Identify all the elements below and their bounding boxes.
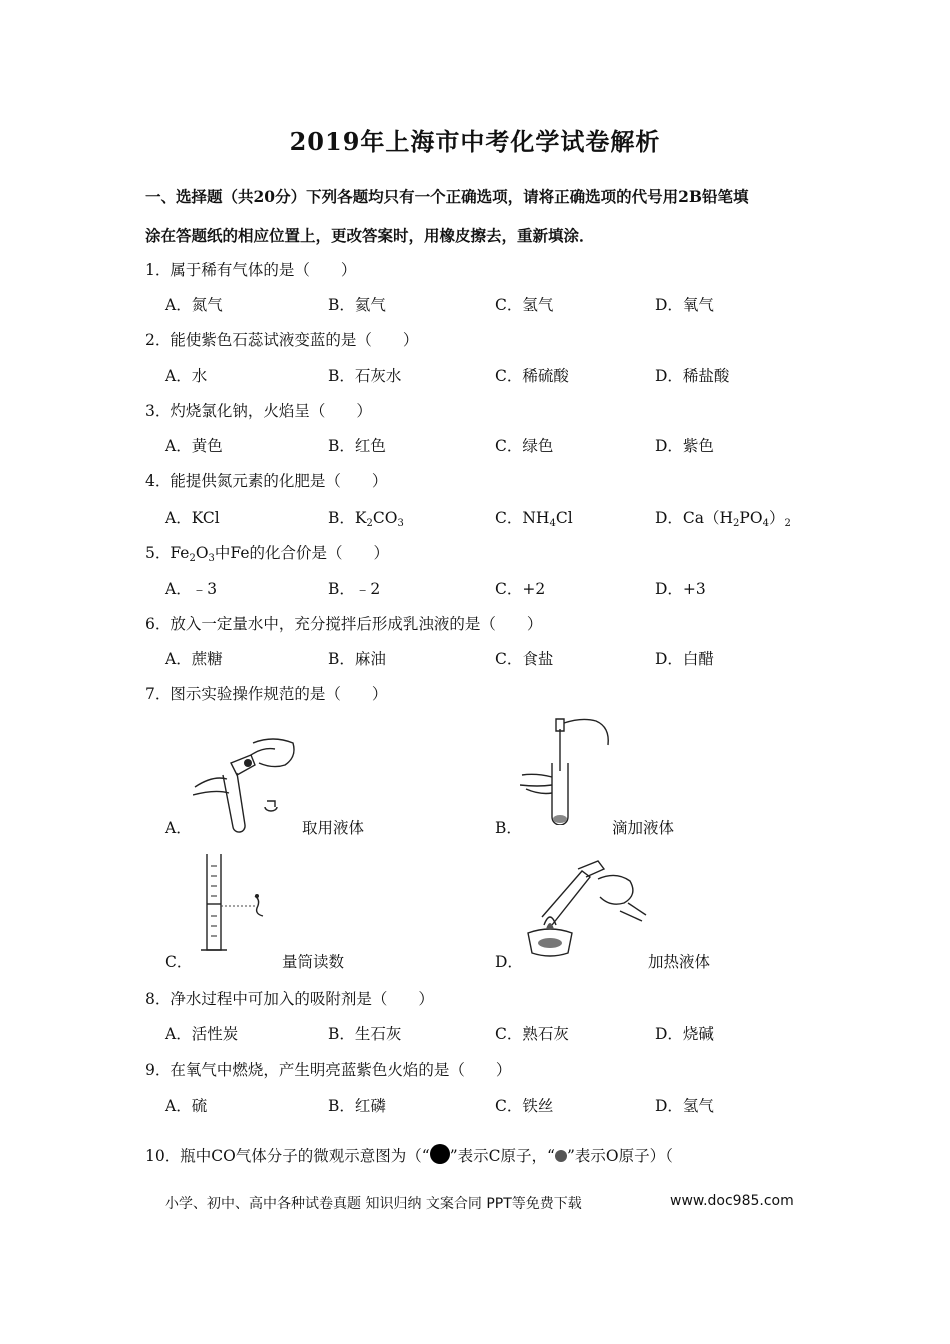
figure-c-graduated-cylinder xyxy=(195,852,285,960)
question-8-option-d: D．烧碱 xyxy=(655,1025,714,1043)
question-9-option-d: D．氢气 xyxy=(655,1097,714,1115)
question-1-stem: 1．属于稀有气体的是（ ） xyxy=(145,261,357,279)
question-7-stem: 7．图示实验操作规范的是（ ） xyxy=(145,685,388,703)
question-7-option-d-caption: 加热液体 xyxy=(648,953,711,971)
question-7-option-b-caption: 滴加液体 xyxy=(612,819,675,837)
question-7-option-a-letter: A． xyxy=(165,819,192,837)
footer-url[interactable]: www.doc985.com xyxy=(670,1193,794,1209)
question-6-option-d: D．白醋 xyxy=(655,650,714,668)
question-4-option-c: C．$NH_4Cl$ xyxy=(495,509,573,529)
question-6-stem: 6．放入一定量水中，充分搅拌后形成乳浊液的是（ ） xyxy=(145,615,543,633)
page-title: 2019年上海市中考化学试卷解析 xyxy=(289,127,661,156)
figure-b-dropper xyxy=(520,715,612,825)
question-5-stem: 5．$Fe_2O_3$中Fe的化合价是（ ） xyxy=(145,544,390,564)
question-5-option-d: D．+3 xyxy=(655,580,706,598)
instructions-line-1: 一、选择题（共20分）下列各题均只有一个正确选项，请将正确选项的代号用2B铅笔填 xyxy=(145,187,749,206)
question-4-stem: 4．能提供氮元素的化肥是（ ） xyxy=(145,472,388,490)
question-3-option-a: A．黄色 xyxy=(165,437,223,455)
question-3-option-d: D．紫色 xyxy=(655,437,714,455)
question-5-option-a: A．﹣3 xyxy=(165,580,218,598)
question-8-stem: 8．净水过程中可加入的吸附剂是（ ） xyxy=(145,990,434,1008)
question-2-option-c: C．稀硫酸 xyxy=(495,367,569,385)
question-9-option-a: A．硫 xyxy=(165,1097,208,1115)
question-7-option-c-caption: 量筒读数 xyxy=(282,953,345,971)
question-6-option-a: A．蔗糖 xyxy=(165,650,223,668)
figure-d-heating-liquid xyxy=(520,855,650,960)
question-1-option-d: D．氧气 xyxy=(655,296,714,314)
instructions-line-2: 涂在答题纸的相应位置上，更改答案时，用橡皮擦去，重新填涂． xyxy=(145,226,595,245)
question-7-option-d-letter: D． xyxy=(495,953,523,971)
oxygen-atom-icon xyxy=(555,1150,567,1162)
question-9-option-c: C．铁丝 xyxy=(495,1097,554,1115)
question-7-option-c-letter: C． xyxy=(165,953,193,971)
question-1-option-b: B．氦气 xyxy=(328,296,386,314)
question-6-option-c: C．食盐 xyxy=(495,650,554,668)
question-4-option-a: A．KCl xyxy=(165,509,220,527)
question-2-option-b: B．石灰水 xyxy=(328,367,402,385)
question-5-option-c: C．+2 xyxy=(495,580,546,598)
footer-text: 小学、初中、高中各种试卷真题 知识归纳 文案合同 PPT等免费下载 xyxy=(165,1196,582,1212)
question-9-stem: 9．在氧气中燃烧，产生明亮蓝紫色火焰的是（ ） xyxy=(145,1061,512,1079)
figure-a-pouring-liquid xyxy=(193,735,303,835)
question-2-option-d: D．稀盐酸 xyxy=(655,367,730,385)
carbon-atom-icon xyxy=(430,1144,450,1164)
question-9-option-b: B．红磷 xyxy=(328,1097,386,1115)
question-3-option-b: B．红色 xyxy=(328,437,386,455)
question-4-option-b: B．$K_2CO_3$ xyxy=(328,509,404,529)
question-4-option-d: D．$Ca(H_2PO_4)_2$ xyxy=(655,509,791,529)
question-7-option-b-letter: B． xyxy=(495,819,522,837)
question-5-option-b: B．﹣2 xyxy=(328,580,381,598)
question-8-option-b: B．生石灰 xyxy=(328,1025,402,1043)
question-8-option-c: C．熟石灰 xyxy=(495,1025,569,1043)
question-7-option-a-caption: 取用液体 xyxy=(302,819,365,837)
question-3-stem: 3．灼烧氯化钠，火焰呈（ ） xyxy=(145,402,372,420)
question-8-option-a: A．活性炭 xyxy=(165,1025,239,1043)
question-2-stem: 2．能使紫色石蕊试液变蓝的是（ ） xyxy=(145,331,419,349)
question-6-option-b: B．麻油 xyxy=(328,650,386,668)
question-3-option-c: C．绿色 xyxy=(495,437,554,455)
question-10-stem: 10．瓶中CO气体分子的微观示意图为（“ ”表示C原子，“ ”表示O原子）（ xyxy=(145,1144,673,1166)
question-1-option-c: C．氢气 xyxy=(495,296,554,314)
question-2-option-a: A．水 xyxy=(165,367,208,385)
question-1-option-a: A．氮气 xyxy=(165,296,223,314)
